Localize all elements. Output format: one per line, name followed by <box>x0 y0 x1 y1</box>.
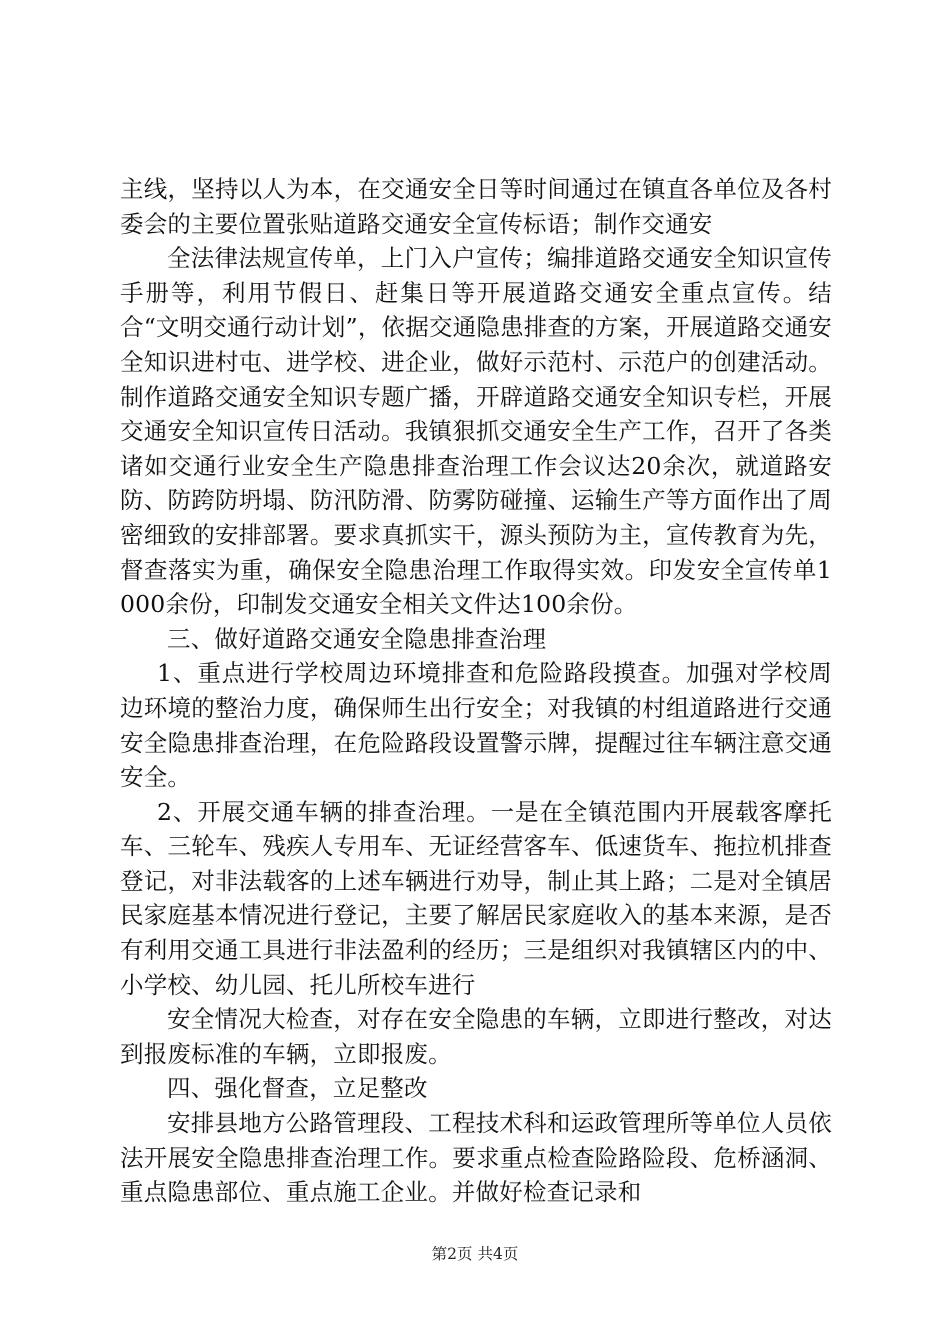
document-body <box>120 172 832 1210</box>
paragraph-item-2: 2、开展交通车辆的排查治理。一是在全镇范围内开展载客摩托车、三轮车、残疾人专用车、无证经营客车、低速货车、拖拉机排查登记，对非法载客的上述车辆进行劝导，制止其上路；二是对全镇居民家庭基本情况进行登记，主要了解居民家庭收入的基本来源，是否有利用交通工具进行非法盈利的经历；三是组织对我镇辖区内的中、小学校、幼儿园、托儿所校车进行 <box>120 797 832 999</box>
paragraph-1: 主线，坚持以人为本，在交通安全日等时间通过在镇直各单位及各村委会的主要位置张贴道路交通安全宣传标语；制作交通安 <box>120 175 832 238</box>
paragraph-continuation: 安全情况大检查，对存在安全隐患的车辆，立即进行整改，对达到报废标准的车辆，立即报废。 <box>120 1005 832 1068</box>
section-heading-4: 四、强化督查，立足整改 <box>167 1074 428 1103</box>
paragraph-last: 安排县地方公路管理段、工程技术科和运政管理所等单位人员依法开展安全隐患排查治理工作。要求重点检查险路险段、危桥涵洞、重点隐患部位、重点施工企业。并做好检查记录和 <box>120 1109 832 1207</box>
page-footer: 第2页 共4页 <box>431 1245 519 1263</box>
paragraph-item-1: 1、重点进行学校周边环境排查和危险路段摸查。加强对学校周边环境的整治力度，确保师生出行安全；对我镇的村组道路进行交通安全隐患排查治理，在危险路段设置警示牌，提醒过往车辆注意交通安全。 <box>120 659 832 792</box>
paragraph-2: 全法律法规宣传单，上门入户宣传；编排道路交通安全知识宣传手册等，利用节假日、赶集日等开展道路交通安全重点宣传。结合“文明交通行动计划”，依据交通隐患排查的方案，开展道路交通安全知识进村屯、进学校、进企业，做好示范村、示范户的创建活动。制作道路交通安全知识专题广播，开辟道路交通安全知识专栏，开展交通安全知识宣传日活动。我镇狠抓交通安全生产工作，召开了各类诸如交通行业安全生产隐患排查治理工作会议达20余次，就道路安防、防跨防坍塌、防汛防滑、防雾防碰撞、运输生产等方面作出了周密细致的安排部署。要求真抓实干，源头预防为主，宣传教育为先，督查落实为重，确保安全隐患治理工作取得实效。印发安全宣传单1000余份，印制发交通安全相关文件达100余份。 <box>120 244 832 619</box>
section-heading-3: 三、做好道路交通安全隐患排查治理 <box>167 624 547 653</box>
